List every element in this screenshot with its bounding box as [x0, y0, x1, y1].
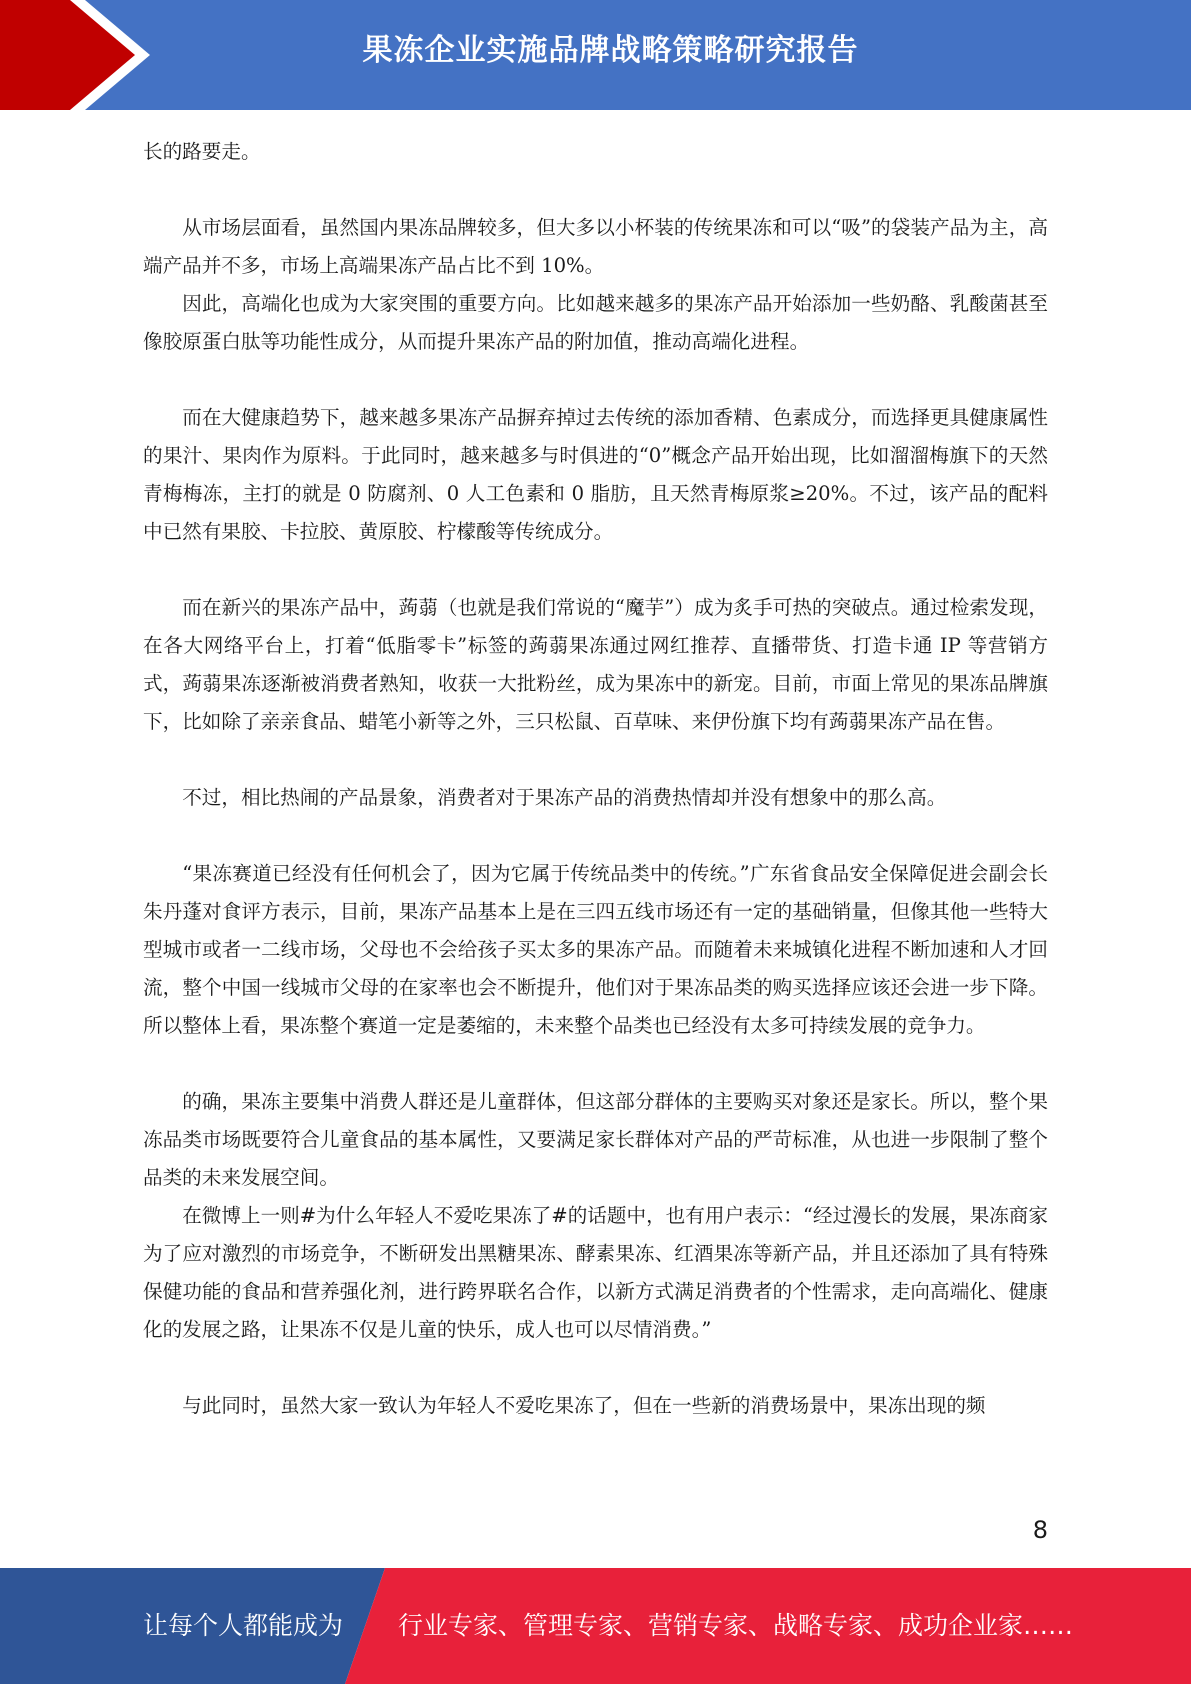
page-number: 8: [1032, 1516, 1048, 1544]
paragraph: 因此，高端化也成为大家突围的重要方向。比如越来越多的果冻产品开始添加一些奶酪、乳酸菌甚至像胶原蛋白肽等功能性成分，从而提升果冻产品的附加值，推动高端化进程。: [143, 292, 1048, 353]
page-header: [0, 0, 1191, 110]
document-body: [143, 133, 1048, 1425]
paragraph: “果冻赛道已经没有任何机会了，因为它属于传统品类中的传统。”广东省食品安全保障促进会副会长朱丹蓬对食评方表示，目前，果冻产品基本上是在三四五线市场还有一定的基础销量，但像其他一些特大型城市或者一二线市场，父母也不会给孩子买太多的果冻产品。而随着未来城镇化进程不断加速和人才回流，整个中国一线城市父母的在家率也会不断提升，他们对于果冻品类的购买选择应该还会进一步下降。所以整体上看，果冻整个赛道一定是萎缩的，未来整个品类也已经没有太多可持续发展的竞争力。: [143, 862, 1048, 1037]
paragraph: 不过，相比热闹的产品景象，消费者对于果冻产品的消费热情却并没有想象中的那么高。: [182, 786, 947, 809]
paragraph: 的确，果冻主要集中消费人群还是儿童群体，但这部分群体的主要购买对象还是家长。所以，整个果冻品类市场既要符合儿童食品的基本属性，又要满足家长群体对产品的严苛标准，从也进一步限制了整个品类的未来发展空间。: [143, 1090, 1048, 1189]
paragraph: 在微博上一则#为什么年轻人不爱吃果冻了#的话题中，也有用户表示：“经过漫长的发展，果冻商家为了应对激烈的市场竞争，不断研发出黑糖果冻、酵素果冻、红酒果冻等新产品，并且还添加了具有特殊保健功能的食品和营养强化剂，进行跨界联名合作，以新方式满足消费者的个性需求，走向高端化、健康化的发展之路，让果冻不仅是儿童的快乐，成人也可以尽情消费。”: [143, 1204, 1048, 1341]
page-footer: [0, 1568, 1191, 1684]
paragraph: 与此同时，虽然大家一致认为年轻人不爱吃果冻了，但在一些新的消费场景中，果冻出现的频: [182, 1394, 986, 1417]
footer-slogan-left: 让每个人都能成为: [143, 1611, 344, 1640]
footer-slogan-right: 行业专家、管理专家、营销专家、战略专家、成功企业家……: [398, 1611, 1074, 1640]
paragraph: 从市场层面看，虽然国内果冻品牌较多，但大多以小杯装的传统果冻和可以“吸”的袋装产品为主，高端产品并不多，市场上高端果冻产品占比不到 10%。: [143, 216, 1048, 277]
paragraph: 长的路要走。: [143, 140, 261, 163]
paragraph: 而在大健康趋势下，越来越多果冻产品摒弃掉过去传统的添加香精、色素成分，而选择更具健康属性的果汁、果肉作为原料。于此同时，越来越多与时俱进的“0”概念产品开始出现，比如溜溜梅旗下的天然青梅梅冻，主打的就是 0 防腐剂、0 人工色素和 0 脂肪，且天然青梅原浆≥20%。不过，该产品的配料中已然有果胶、卡拉胶、黄原胶、柠檬酸等传统成分。: [143, 406, 1048, 543]
header-title: 果冻企业实施品牌战略策略研究报告: [362, 33, 859, 68]
paragraph: 而在新兴的果冻产品中，蒟蒻（也就是我们常说的“魔芋”）成为炙手可热的突破点。通过检索发现，在各大网络平台上，打着“低脂零卡”标签的蒟蒻果冻通过网红推荐、直播带货、打造卡通 IP 等营销方式，蒟蒻果冻逐渐被消费者熟知，收获一大批粉丝，成为果冻中的新宠。目前，市面上常见的果冻品牌旗下，比如除了亲亲食品、蜡笔小新等之外，三只松鼠、百草味、来伊份旗下均有蒟蒻果冻产品在售。: [143, 596, 1048, 733]
